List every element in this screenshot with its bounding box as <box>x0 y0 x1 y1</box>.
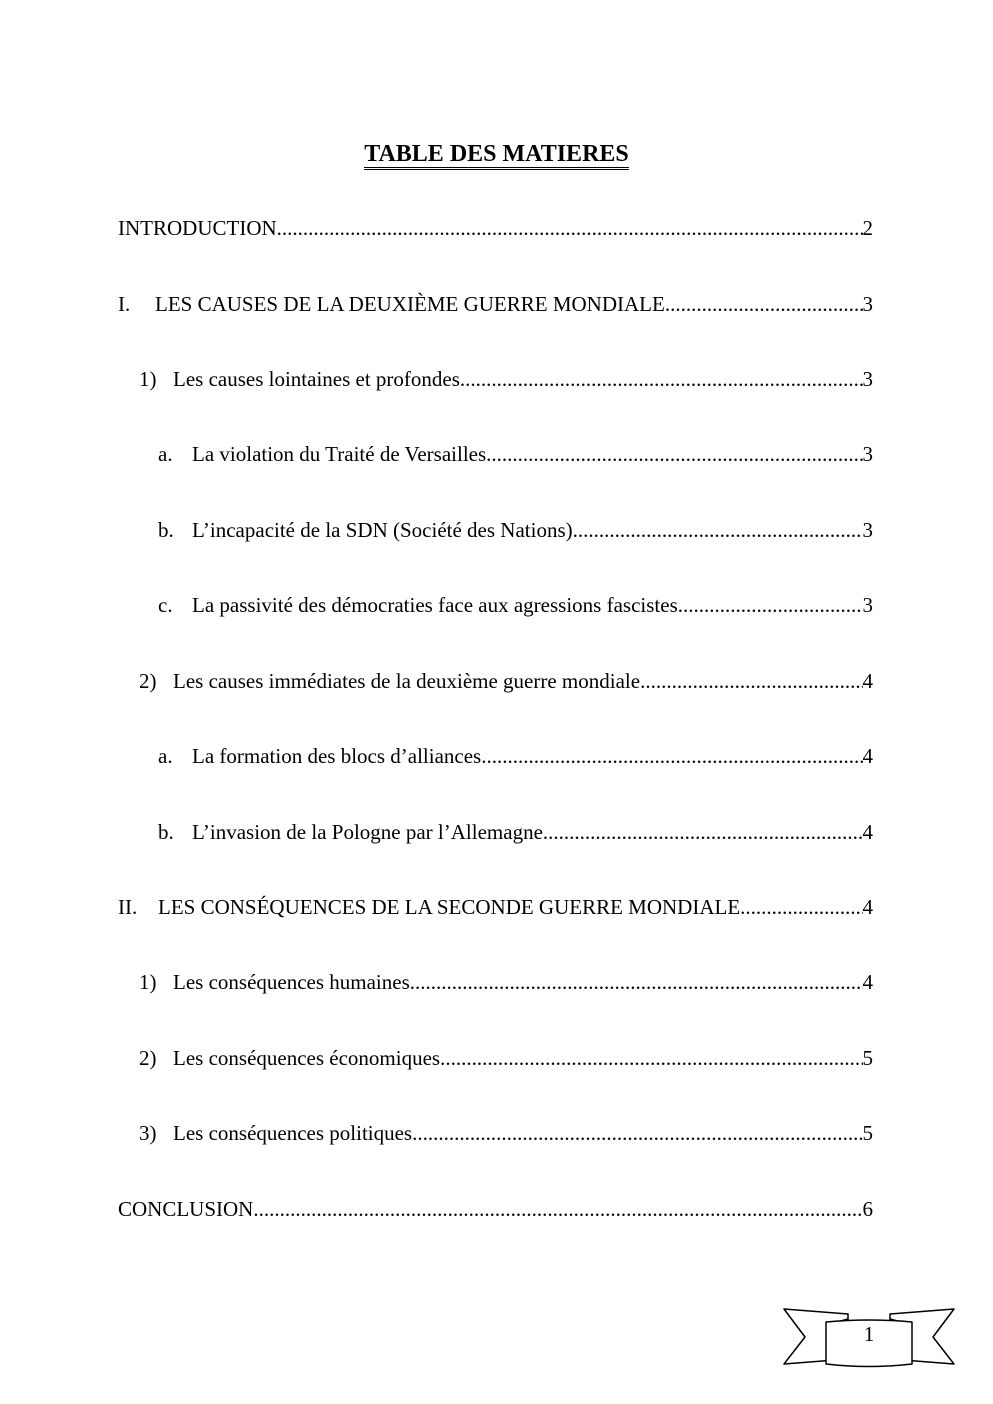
toc-entry-part-1-section-1-c[interactable] <box>158 590 873 620</box>
toc-entry-label: La violation du Traité de Versailles <box>192 442 487 466</box>
toc-entry-part-2-section-1[interactable] <box>139 967 873 997</box>
toc-entry-page: 2 <box>862 216 873 240</box>
toc-entry-number: c. <box>158 593 173 617</box>
toc-entry-part-2-section-2[interactable] <box>139 1043 873 1073</box>
toc-entry-label: La passivité des démocraties face aux agressions fascistes <box>192 593 678 617</box>
page-number: 1 <box>863 1322 875 1346</box>
toc-entry-part-1-section-1[interactable] <box>139 364 873 394</box>
toc-entry-part-1[interactable] <box>118 289 873 319</box>
toc-entry-number: a. <box>158 744 173 768</box>
toc-entry-label: INTRODUCTION <box>118 216 277 240</box>
toc-entry-number: a. <box>158 442 173 466</box>
toc-entry-page: 4 <box>862 744 873 768</box>
toc-entry-label: Les conséquences politiques <box>173 1121 413 1145</box>
toc-entry-label: La formation des blocs d’alliances <box>192 744 482 768</box>
page-title <box>0 138 993 170</box>
toc-dot-leader <box>277 213 863 243</box>
toc-entry-number: II. <box>118 895 138 919</box>
toc-dot-leader <box>543 817 863 847</box>
toc-entry-label: L’incapacité de la SDN (Société des Nations) <box>192 518 573 542</box>
toc-entry-label: L’invasion de la Pologne par l’Allemagne <box>192 820 543 844</box>
toc-entry-page: 5 <box>862 1121 873 1145</box>
toc-entry-part-1-section-2[interactable] <box>139 666 873 696</box>
page-number-ribbon <box>780 1303 960 1373</box>
toc-entry-page: 3 <box>862 442 873 466</box>
toc-entry-page: 5 <box>862 1046 873 1070</box>
toc-dot-leader <box>486 439 862 469</box>
toc-entry-number: 2) <box>139 669 157 693</box>
toc-entry-page: 3 <box>862 367 873 391</box>
toc-dot-leader <box>573 515 863 545</box>
toc-dot-leader <box>640 666 862 696</box>
toc-dot-leader <box>410 967 863 997</box>
toc-entry-number: 1) <box>139 367 157 391</box>
toc-entry-number: b. <box>158 518 174 542</box>
toc-entry-label: Les conséquences humaines <box>173 970 410 994</box>
toc-entry-part-1-section-2-b[interactable] <box>158 817 873 847</box>
toc-entry-label: LES CONSÉQUENCES DE LA SECONDE GUERRE MONDIALE <box>158 895 741 919</box>
toc-dot-leader <box>481 741 862 771</box>
toc-entry-page: 4 <box>862 820 873 844</box>
toc-entry-part-1-section-1-a[interactable] <box>158 439 873 469</box>
toc-entry-part-2-section-3[interactable] <box>139 1118 873 1148</box>
toc-entry-number: 3) <box>139 1121 157 1145</box>
toc-entry-number: 1) <box>139 970 157 994</box>
toc-entry-page: 4 <box>862 669 873 693</box>
toc-entry-conclusion[interactable] <box>118 1194 873 1224</box>
toc-dot-leader <box>678 590 863 620</box>
toc-dot-leader <box>665 289 863 319</box>
toc-entry-part-1-section-1-b[interactable] <box>158 515 873 545</box>
toc-entry-introduction[interactable] <box>118 213 873 243</box>
toc-dot-leader <box>253 1194 862 1224</box>
toc-dot-leader <box>740 892 862 922</box>
toc-entry-label: Les causes lointaines et profondes <box>173 367 460 391</box>
toc-entry-label: CONCLUSION <box>118 1197 254 1221</box>
toc-entry-label: LES CAUSES DE LA DEUXIÈME GUERRE MONDIALE <box>155 292 665 316</box>
toc-entry-part-1-section-2-a[interactable] <box>158 741 873 771</box>
toc-dot-leader <box>440 1043 862 1073</box>
toc-entry-part-2[interactable] <box>118 892 873 922</box>
toc-dot-leader <box>412 1118 862 1148</box>
toc-entry-label: Les conséquences économiques <box>173 1046 441 1070</box>
toc-entry-page: 4 <box>862 970 873 994</box>
toc-entry-number: b. <box>158 820 174 844</box>
toc-entry-page: 3 <box>862 518 873 542</box>
toc-entry-page: 6 <box>862 1197 873 1221</box>
page-title-text: TABLE DES MATIERES <box>364 141 629 170</box>
toc-dot-leader <box>460 364 863 394</box>
toc-entry-number: 2) <box>139 1046 157 1070</box>
toc-entry-page: 4 <box>862 895 873 919</box>
toc-entry-label: Les causes immédiates de la deuxième guerre mondiale <box>173 669 641 693</box>
toc-entry-page: 3 <box>862 292 873 316</box>
toc-entry-page: 3 <box>862 593 873 617</box>
toc-entry-number: I. <box>118 292 131 316</box>
